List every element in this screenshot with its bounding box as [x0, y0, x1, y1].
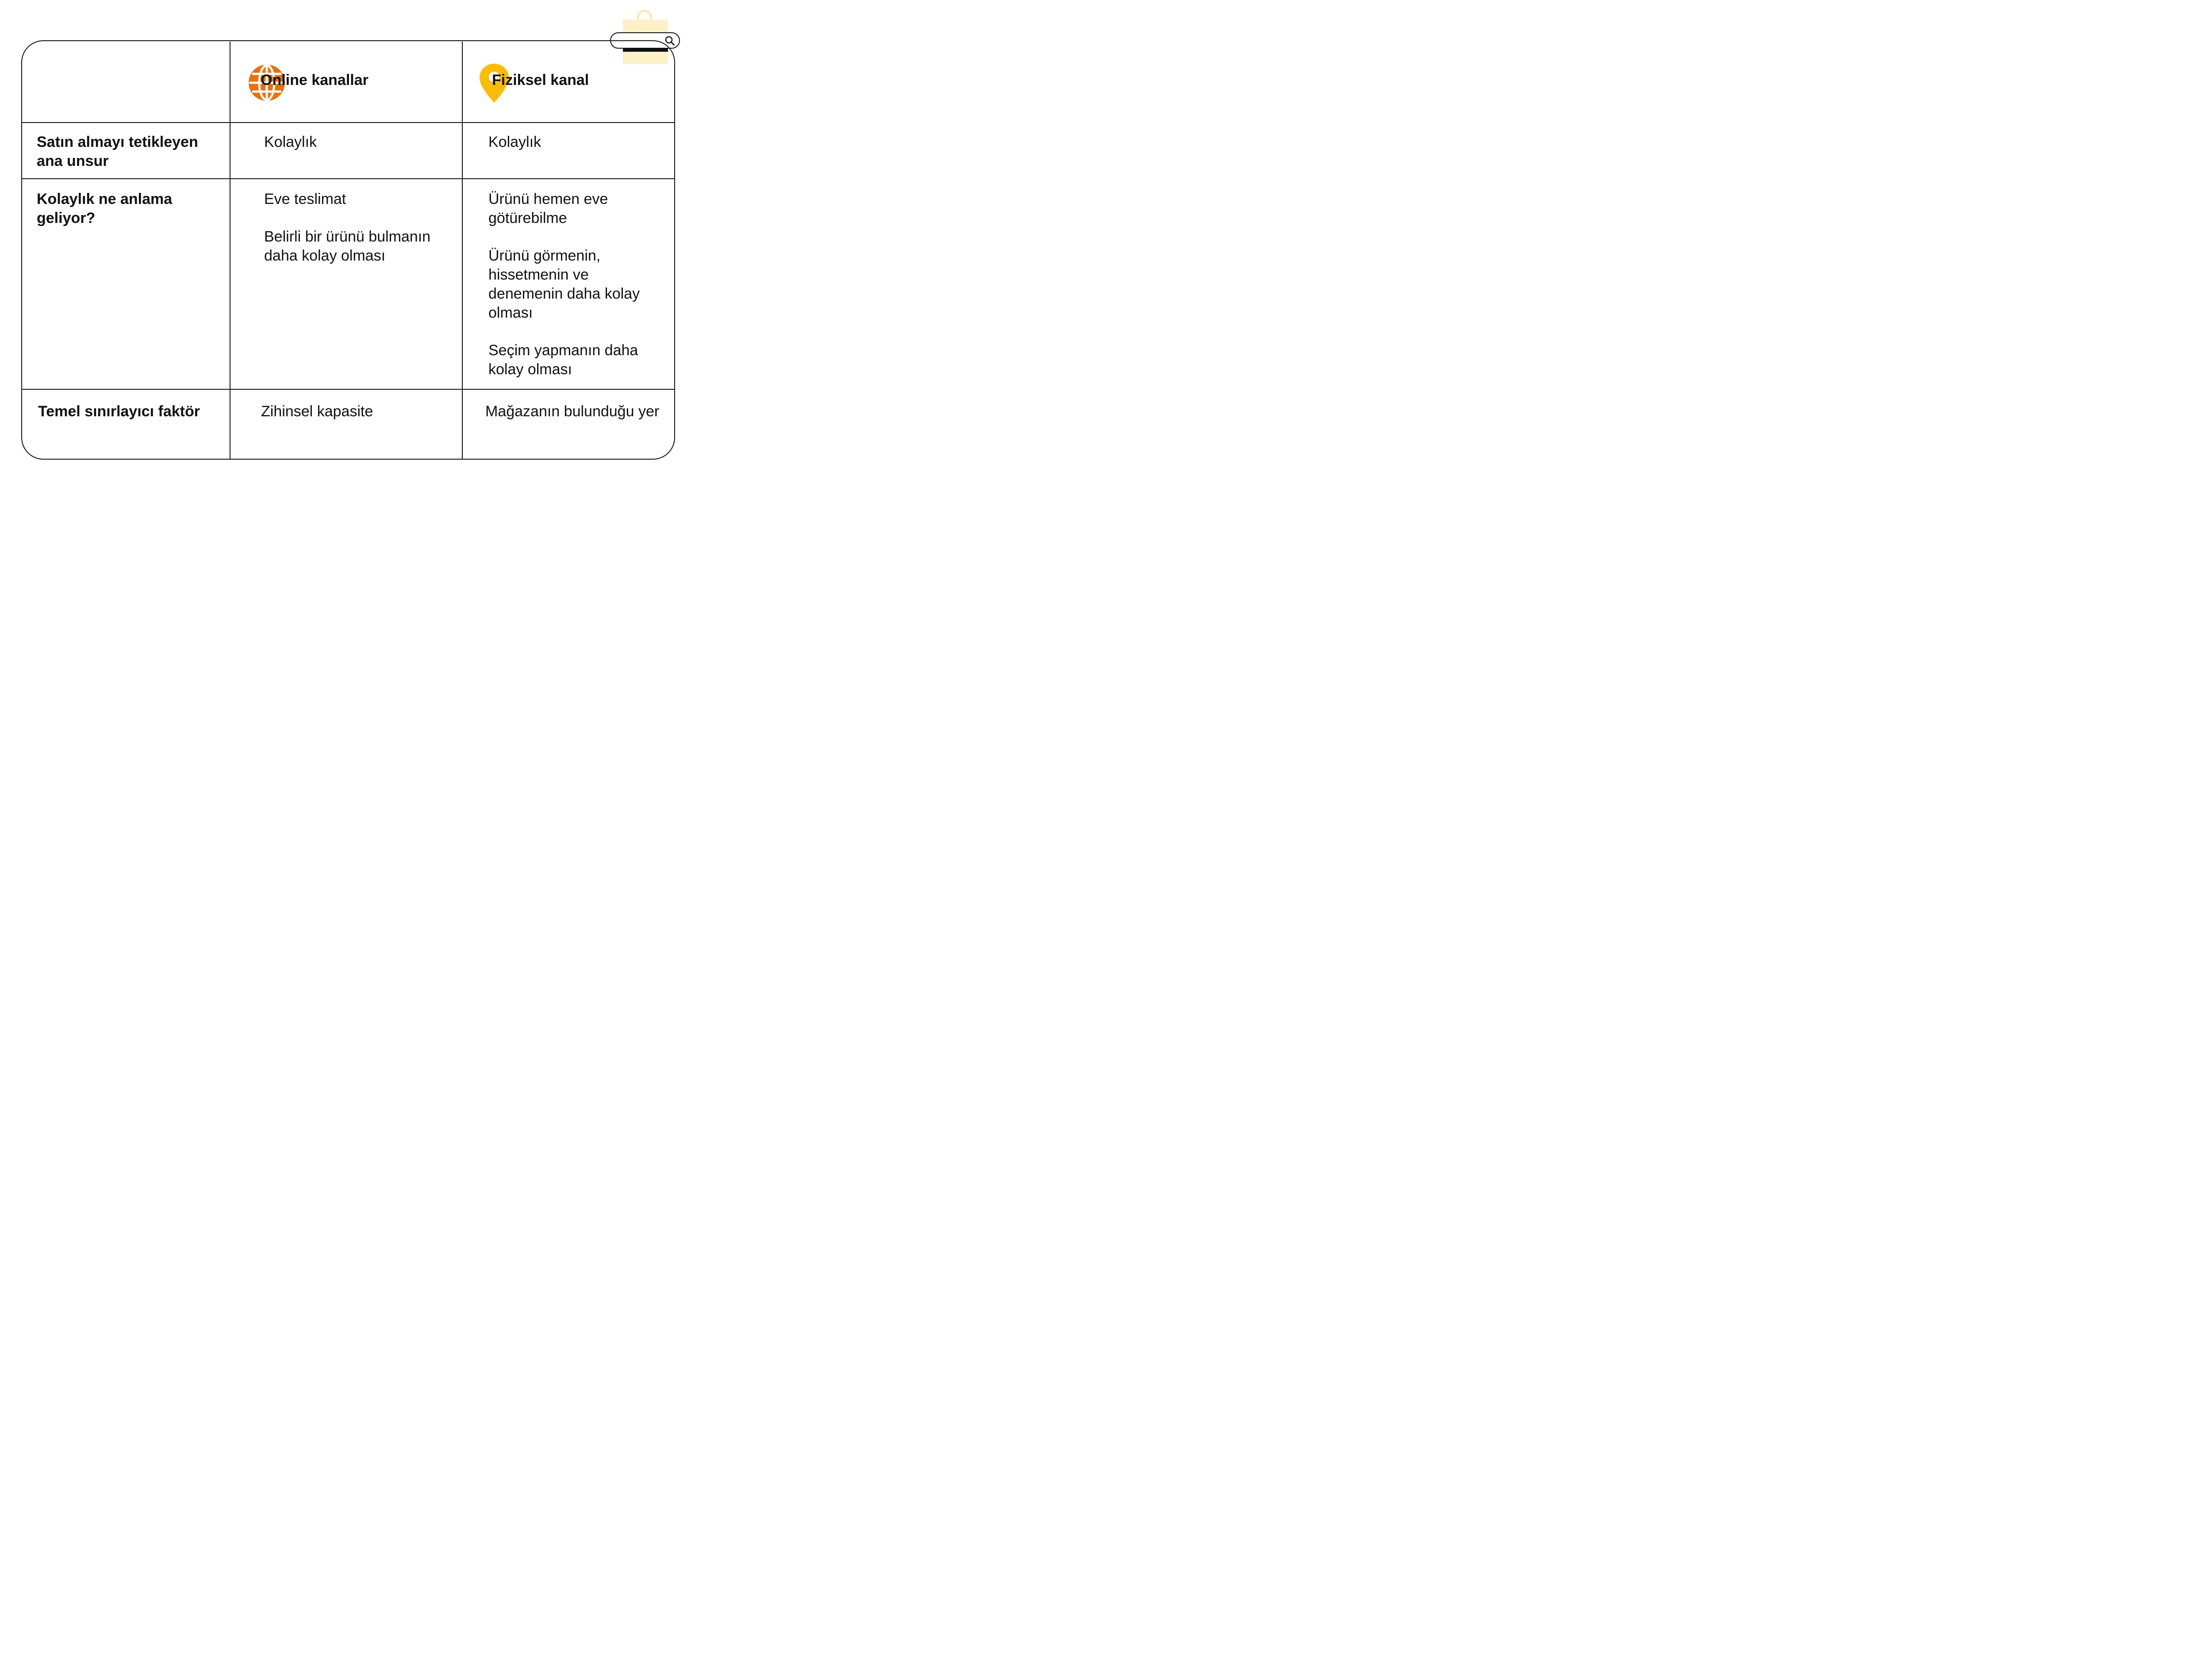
- row-divider: [22, 389, 675, 390]
- cell-text: Belirli bir ürünü bulmanın daha kolay olması: [264, 228, 431, 264]
- row-label-meaning: Kolaylık ne anlama geliyor?: [37, 191, 173, 226]
- cell-physical-trigger: [488, 133, 665, 152]
- column-header-online: Online kanallar: [261, 72, 369, 88]
- cell-online-meaning: [264, 190, 450, 265]
- cell-text: Ürünü görmenin, hissetmenin ve denemenin daha kolay olması: [488, 247, 640, 321]
- cell-text: Eve teslimat: [264, 191, 346, 207]
- cell-text: Zihinsel kapasite: [261, 403, 373, 420]
- cell-text: Ürünü hemen eve götürebilme: [488, 191, 608, 226]
- cell-text: Kolaylık: [488, 134, 541, 150]
- cell-physical-meaning: [488, 190, 665, 379]
- column-header-physical: Fiziksel kanal: [492, 72, 589, 88]
- column-divider: [462, 42, 463, 459]
- cell-text: Seçim yapmanın daha kolay olması: [488, 342, 638, 378]
- cell-online-limiting-factor: [261, 402, 447, 421]
- cell-physical-limiting-factor: [485, 402, 662, 421]
- row-divider: [22, 122, 675, 123]
- row-label-trigger: Satın almayı tetikleyen ana unsur: [37, 134, 198, 169]
- cell-online-trigger: [264, 133, 450, 152]
- cell-text: Kolaylık: [264, 134, 317, 150]
- row-divider: [22, 178, 675, 179]
- cell-text: Mağazanın bulunduğu yer: [485, 403, 660, 420]
- row-label-limiting-factor: Temel sınırlayıcı faktör: [38, 403, 200, 420]
